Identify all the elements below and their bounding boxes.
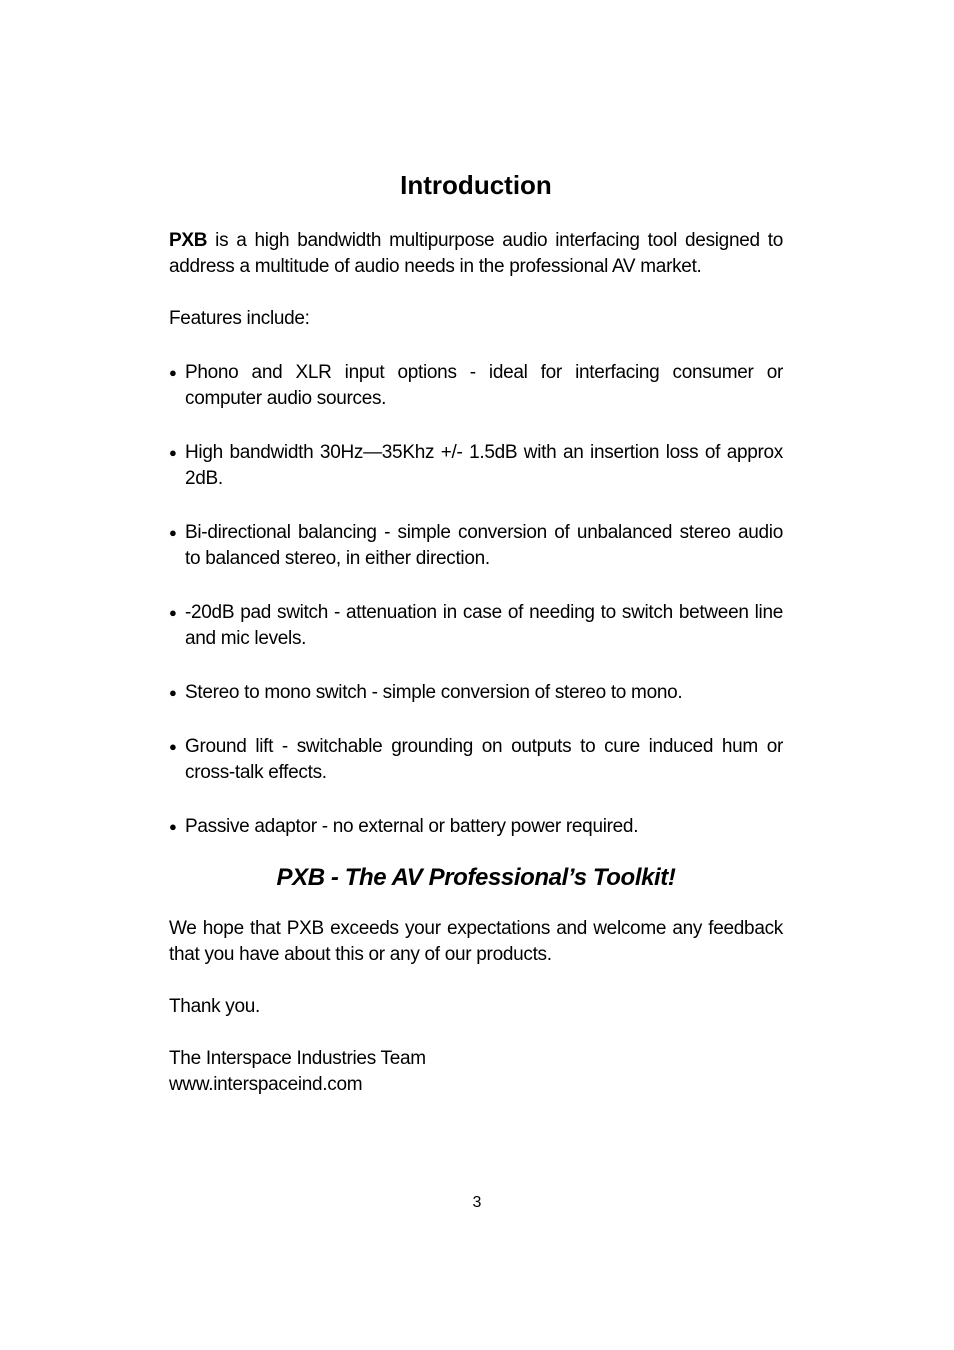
list-item [169, 360, 783, 412]
bullet-icon: ● [169, 525, 177, 540]
bullet-icon: ● [169, 605, 177, 620]
intro-paragraph [169, 228, 783, 280]
bullet-icon: ● [169, 445, 177, 460]
feature-text: Stereo to mono switch - simple conversion of stereo to mono. [185, 682, 683, 703]
website-link[interactable]: www.interspaceind.com [169, 1074, 363, 1095]
feature-text: Bi-directional balancing - simple conversion of unbalanced stereo audio to balanced stereo, in either direction. [185, 522, 783, 569]
list-item [169, 680, 783, 706]
list-item [169, 600, 783, 652]
team-name: The Interspace Industries Team [169, 1048, 426, 1069]
list-item [169, 520, 783, 572]
intro-text: is a high bandwidth multipurpose audio interfacing tool designed to address a multitude of audio needs in the professional AV market. [169, 230, 783, 277]
page-title: Introduction [400, 170, 552, 200]
feature-text: -20dB pad switch - attenuation in case of needing to switch between line and mic levels. [185, 602, 783, 649]
page-content [169, 168, 783, 1098]
features-label: Features include: [169, 308, 310, 329]
list-item [169, 734, 783, 786]
list-item [169, 440, 783, 492]
feature-text: High bandwidth 30Hz—35Khz +/- 1.5dB with an insertion loss of approx 2dB. [185, 442, 783, 489]
bullet-icon: ● [169, 819, 177, 834]
closing-paragraph: We hope that PXB exceeds your expectations and welcome any feedback that you have about this or any of our products. [169, 918, 783, 965]
bullet-icon: ● [169, 685, 177, 700]
features-list [169, 360, 783, 840]
bullet-icon: ● [169, 365, 177, 380]
product-name: PXB [169, 230, 208, 251]
feature-text: Passive adaptor - no external or battery power required. [185, 816, 639, 837]
feature-text: Ground lift - switchable grounding on outputs to cure induced hum or cross-talk effects. [185, 736, 783, 783]
tagline-heading: PXB - The AV Professional’s Toolkit! [276, 864, 676, 891]
signature-block [169, 1046, 783, 1098]
feature-text: Phono and XLR input options - ideal for interfacing consumer or computer audio sources. [185, 362, 783, 409]
bullet-icon: ● [169, 739, 177, 754]
list-item [169, 814, 783, 840]
thanks-text: Thank you. [169, 996, 260, 1017]
page-number: 3 [472, 1194, 482, 1211]
